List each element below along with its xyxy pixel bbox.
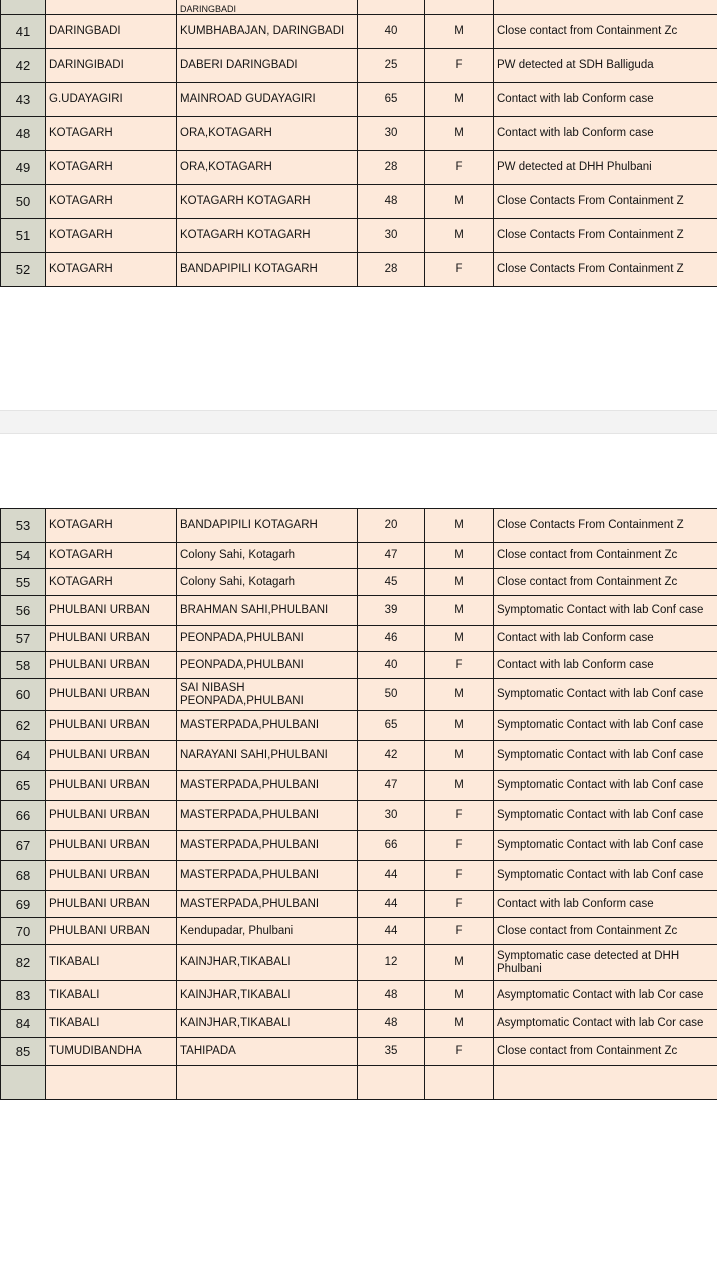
table-row — [1, 543, 717, 569]
age-cell: 28 — [358, 150, 425, 184]
remarks-cell: Asymptomatic Contact with lab Cor case — [494, 1010, 717, 1038]
sex-cell: F — [425, 891, 494, 918]
remarks-cell: Symptomatic case detected at DHH Phulbani — [494, 945, 717, 981]
sex-cell: M — [425, 741, 494, 771]
block-cell: DARINGIBADI — [46, 48, 177, 82]
sl-cell: 58 — [1, 652, 46, 679]
remarks-cell: Close contact from Containment Zc — [494, 569, 717, 596]
table-row — [1, 741, 717, 771]
remarks-cell: Contact with lab Conform case — [494, 652, 717, 679]
remarks-cell: PW detected at SDH Balliguda — [494, 48, 717, 82]
sex-cell: M — [425, 1010, 494, 1038]
address-cell: MASTERPADA,PHULBANI — [177, 891, 358, 918]
address-cell: KAINJHAR,TIKABALI — [177, 1010, 358, 1038]
sl-cell: 66 — [1, 801, 46, 831]
sex-cell: F — [425, 861, 494, 891]
sex-cell: M — [425, 218, 494, 252]
sl-cell: 55 — [1, 569, 46, 596]
age-cell: 12 — [358, 945, 425, 981]
sl-cell: 85 — [1, 1038, 46, 1066]
block-cell: KOTAGARH — [46, 150, 177, 184]
sl-cell: 84 — [1, 1010, 46, 1038]
age-cell: 45 — [358, 569, 425, 596]
remarks-cell: Close contact from Containment Zc — [494, 543, 717, 569]
age-cell: 48 — [358, 1010, 425, 1038]
age-cell: 28 — [358, 252, 425, 286]
address-cell: TAHIPADA — [177, 1038, 358, 1066]
sex-cell: M — [425, 509, 494, 543]
block-cell: PHULBANI URBAN — [46, 679, 177, 711]
table-row — [1, 801, 717, 831]
age-cell: 39 — [358, 596, 425, 626]
sl-cell: 65 — [1, 771, 46, 801]
block-cell: KOTAGARH — [46, 543, 177, 569]
age-cell — [358, 1066, 425, 1100]
block-cell: PHULBANI URBAN — [46, 831, 177, 861]
age-cell: 48 — [358, 184, 425, 218]
address-cell: ORA,KOTAGARH — [177, 116, 358, 150]
sl-cell: 70 — [1, 918, 46, 945]
address-cell: NARAYANI SAHI,PHULBANI — [177, 741, 358, 771]
remarks-cell: PW detected at DHH Phulbani — [494, 150, 717, 184]
sex-cell: F — [425, 48, 494, 82]
remarks-cell: Symptomatic Contact with lab Conf case — [494, 679, 717, 711]
address-cell: PEONPADA,PHULBANI — [177, 626, 358, 652]
table-row — [1, 981, 717, 1010]
remarks-cell: Close contact from Containment Zc — [494, 918, 717, 945]
table-row — [1, 1010, 717, 1038]
sex-cell: M — [425, 626, 494, 652]
age-cell: 25 — [358, 48, 425, 82]
address-cell: DABERI DARINGBADI — [177, 48, 358, 82]
remarks-cell: Close Contacts From Containment Z — [494, 252, 717, 286]
table-row — [1, 596, 717, 626]
sex-cell: F — [425, 252, 494, 286]
age-cell: 30 — [358, 116, 425, 150]
age-cell: 44 — [358, 918, 425, 945]
table-row — [1, 569, 717, 596]
table-row — [1, 861, 717, 891]
table-row — [1, 252, 717, 286]
address-cell: MAINROAD GUDAYAGIRI — [177, 82, 358, 116]
table-row — [1, 831, 717, 861]
address-cell: SAI NIBASH PEONPADA,PHULBANI — [177, 679, 358, 711]
remarks-cell: Contact with lab Conform case — [494, 82, 717, 116]
table-row — [1, 626, 717, 652]
address-cell: KAINJHAR,TIKABALI — [177, 981, 358, 1010]
remarks-cell: Symptomatic Contact with lab Conf case — [494, 801, 717, 831]
block-cell: PHULBANI URBAN — [46, 771, 177, 801]
block-cell: TIKABALI — [46, 981, 177, 1010]
age-cell: 40 — [358, 14, 425, 48]
sex-cell: F — [425, 150, 494, 184]
address-cell: MASTERPADA,PHULBANI — [177, 831, 358, 861]
remarks-cell: Close Contacts From Containment Z — [494, 218, 717, 252]
block-cell: G.UDAYAGIRI — [46, 82, 177, 116]
address-cell: ORA,KOTAGARH — [177, 150, 358, 184]
sl-cell: 52 — [1, 252, 46, 286]
remarks-cell: Close Contacts From Containment Z — [494, 184, 717, 218]
sl-cell: 62 — [1, 711, 46, 741]
remarks-cell: Symptomatic Contact with lab Conf case — [494, 771, 717, 801]
remarks-cell: Contact with lab Conform case — [494, 891, 717, 918]
block-cell: TIKABALI — [46, 1010, 177, 1038]
table-row — [1, 184, 717, 218]
table-row — [1, 652, 717, 679]
sex-cell: M — [425, 981, 494, 1010]
age-cell: 47 — [358, 771, 425, 801]
table-row — [1, 509, 717, 543]
remarks-cell: Contact with lab Conform case — [494, 626, 717, 652]
sl-cell: 82 — [1, 945, 46, 981]
age-cell: 30 — [358, 218, 425, 252]
address-cell: KOTAGARH KOTAGARH — [177, 184, 358, 218]
address-cell: KOTAGARH KOTAGARH — [177, 218, 358, 252]
sl-cell: 49 — [1, 150, 46, 184]
sex-cell: M — [425, 543, 494, 569]
table-row — [1, 918, 717, 945]
age-cell: 35 — [358, 1038, 425, 1066]
address-cell: BRAHMAN SAHI,PHULBANI — [177, 596, 358, 626]
page-separator — [0, 410, 717, 434]
cases-table-1 — [0, 0, 717, 287]
address-cell — [177, 1066, 358, 1100]
sl-cell — [1, 1066, 46, 1100]
sl-cell: 68 — [1, 861, 46, 891]
sex-cell: F — [425, 831, 494, 861]
remarks-cell: Symptomatic Contact with lab Conf case — [494, 741, 717, 771]
table-row — [1, 82, 717, 116]
block-cell: PHULBANI URBAN — [46, 652, 177, 679]
sex-cell: M — [425, 711, 494, 741]
sex-cell — [425, 1066, 494, 1100]
block-cell: KOTAGARH — [46, 218, 177, 252]
sl-cell: 64 — [1, 741, 46, 771]
block-cell: KOTAGARH — [46, 184, 177, 218]
sl-cell: 51 — [1, 218, 46, 252]
block-cell: TUMUDIBANDHA — [46, 1038, 177, 1066]
remarks-cell: Symptomatic Contact with lab Conf case — [494, 861, 717, 891]
address-cell: Colony Sahi, Kotagarh — [177, 569, 358, 596]
table-row — [1, 14, 717, 48]
block-cell: PHULBANI URBAN — [46, 891, 177, 918]
table-row-partial — [1, 0, 717, 14]
block-cell: KOTAGARH — [46, 509, 177, 543]
address-cell: BANDAPIPILI KOTAGARH — [177, 252, 358, 286]
block-cell: PHULBANI URBAN — [46, 711, 177, 741]
table-row — [1, 1066, 717, 1100]
remarks-cell: Close contact from Containment Zc — [494, 1038, 717, 1066]
block-cell: KOTAGARH — [46, 252, 177, 286]
remarks-cell: Symptomatic Contact with lab Conf case — [494, 596, 717, 626]
sex-cell: M — [425, 82, 494, 116]
address-cell: KUMBHABAJAN, DARINGBADI — [177, 14, 358, 48]
remarks-cell: Close Contacts From Containment Z — [494, 509, 717, 543]
table-row — [1, 116, 717, 150]
sl-cell: 54 — [1, 543, 46, 569]
sl-cell: 42 — [1, 48, 46, 82]
sex-cell: F — [425, 801, 494, 831]
sl-cell: 53 — [1, 509, 46, 543]
remarks-cell: Symptomatic Contact with lab Conf case — [494, 711, 717, 741]
sex-cell: M — [425, 184, 494, 218]
block-cell: PHULBANI URBAN — [46, 741, 177, 771]
sl-cell: 41 — [1, 14, 46, 48]
block-cell: PHULBANI URBAN — [46, 626, 177, 652]
block-cell: PHULBANI URBAN — [46, 918, 177, 945]
remarks-cell: Close contact from Containment Zc — [494, 14, 717, 48]
block-cell — [46, 1066, 177, 1100]
cases-table-2 — [0, 508, 717, 1100]
block-cell: TIKABALI — [46, 945, 177, 981]
sl-cell: 56 — [1, 596, 46, 626]
table-row — [1, 48, 717, 82]
sex-cell: M — [425, 116, 494, 150]
sl-cell: 48 — [1, 116, 46, 150]
block-cell: PHULBANI URBAN — [46, 861, 177, 891]
address-cell: MASTERPADA,PHULBANI — [177, 801, 358, 831]
age-cell: 66 — [358, 831, 425, 861]
table-row — [1, 891, 717, 918]
table-row — [1, 771, 717, 801]
age-cell: 50 — [358, 679, 425, 711]
block-cell: PHULBANI URBAN — [46, 801, 177, 831]
address-cell: MASTERPADA,PHULBANI — [177, 771, 358, 801]
block-cell: KOTAGARH — [46, 116, 177, 150]
sheet-page-2 — [0, 508, 717, 1100]
table-row — [1, 1038, 717, 1066]
age-cell: 65 — [358, 711, 425, 741]
age-cell: 47 — [358, 543, 425, 569]
sex-cell: M — [425, 596, 494, 626]
address-cell: PEONPADA,PHULBANI — [177, 652, 358, 679]
remarks-cell — [494, 1066, 717, 1100]
sl-cell: 50 — [1, 184, 46, 218]
age-cell: 42 — [358, 741, 425, 771]
sl-cell: 43 — [1, 82, 46, 116]
sex-cell: M — [425, 569, 494, 596]
address-cell: Colony Sahi, Kotagarh — [177, 543, 358, 569]
sex-cell: F — [425, 918, 494, 945]
age-cell: 44 — [358, 891, 425, 918]
address-cell: MASTERPADA,PHULBANI — [177, 711, 358, 741]
partial-address-cell: DARINGBADI — [177, 0, 358, 14]
table-row — [1, 945, 717, 981]
sl-cell: 57 — [1, 626, 46, 652]
sl-cell: 60 — [1, 679, 46, 711]
table-row — [1, 679, 717, 711]
age-cell: 40 — [358, 652, 425, 679]
sex-cell: F — [425, 652, 494, 679]
age-cell: 48 — [358, 981, 425, 1010]
address-cell: MASTERPADA,PHULBANI — [177, 861, 358, 891]
table-row — [1, 218, 717, 252]
remarks-cell: Symptomatic Contact with lab Conf case — [494, 831, 717, 861]
remarks-cell: Contact with lab Conform case — [494, 116, 717, 150]
remarks-cell: Asymptomatic Contact with lab Cor case — [494, 981, 717, 1010]
table-row — [1, 711, 717, 741]
sl-cell: 69 — [1, 891, 46, 918]
address-cell: BANDAPIPILI KOTAGARH — [177, 509, 358, 543]
age-cell: 46 — [358, 626, 425, 652]
address-cell: KAINJHAR,TIKABALI — [177, 945, 358, 981]
sheet-page-1 — [0, 0, 717, 287]
block-cell: PHULBANI URBAN — [46, 596, 177, 626]
sex-cell: F — [425, 1038, 494, 1066]
table-row — [1, 150, 717, 184]
age-cell: 44 — [358, 861, 425, 891]
sex-cell: M — [425, 771, 494, 801]
block-cell: DARINGBADI — [46, 14, 177, 48]
sl-cell: 67 — [1, 831, 46, 861]
age-cell: 30 — [358, 801, 425, 831]
sex-cell: M — [425, 945, 494, 981]
age-cell: 20 — [358, 509, 425, 543]
sl-cell: 83 — [1, 981, 46, 1010]
sex-cell: M — [425, 14, 494, 48]
block-cell: KOTAGARH — [46, 569, 177, 596]
address-cell: Kendupadar, Phulbani — [177, 918, 358, 945]
sex-cell: M — [425, 679, 494, 711]
age-cell: 65 — [358, 82, 425, 116]
